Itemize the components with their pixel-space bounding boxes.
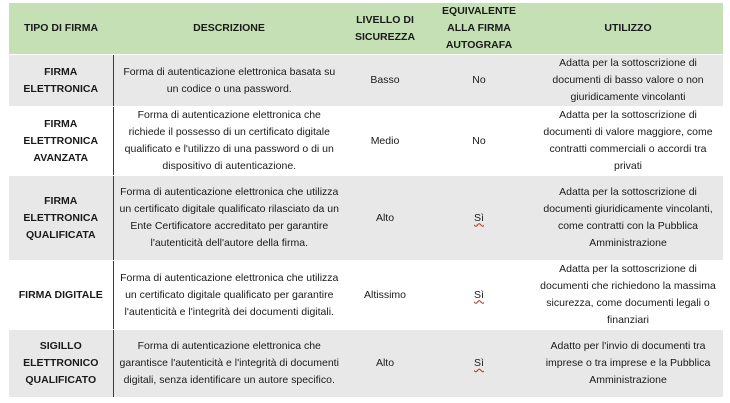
cell-descrizione: Forma di autenticazione elettronica che garantisce l'autenticità e l'integrità di documenti digitali, senza identificare un autore specifico.	[113, 330, 345, 398]
cell-equivalente	[425, 261, 533, 330]
header-descrizione: DESCRIZIONE	[113, 3, 345, 55]
cell-equivalente: No	[425, 55, 533, 107]
cell-livello: Alto	[345, 176, 425, 261]
equivalente-value: Sì	[474, 357, 484, 369]
header-row	[9, 3, 723, 55]
signature-types-table	[9, 2, 723, 398]
cell-tipo: FIRMA ELETTRONICA	[9, 55, 113, 107]
cell-equivalente: No	[425, 107, 533, 176]
cell-tipo: FIRMA ELETTRONICA AVANZATA	[9, 107, 113, 176]
table-row	[9, 176, 723, 261]
cell-tipo: SIGILLO ELETTRONICO QUALIFICATO	[9, 330, 113, 398]
table-row	[9, 107, 723, 176]
cell-tipo: FIRMA ELETTRONICA QUALIFICATA	[9, 176, 113, 261]
signature-types-table-container	[9, 2, 723, 398]
table-row	[9, 261, 723, 330]
cell-equivalente	[425, 176, 533, 261]
cell-descrizione: Forma di autenticazione elettronica che richiede il possesso di un certificato digitale qualificato e l'utilizzo di una password o di un dispositivo di autenticazione.	[113, 107, 345, 176]
cell-livello: Basso	[345, 55, 425, 107]
cell-descrizione: Forma di autenticazione elettronica basata su un codice o una password.	[113, 55, 345, 107]
header-livello: LIVELLO DI SICUREZZA	[345, 3, 425, 55]
cell-utilizzo: Adatto per l'invio di documenti tra imprese o tra imprese e la Pubblica Amministrazione	[533, 330, 723, 398]
cell-livello: Altissimo	[345, 261, 425, 330]
equivalente-value: Sì	[474, 211, 484, 224]
header-utilizzo: UTILIZZO	[533, 3, 723, 55]
equivalente-value: Sì	[474, 288, 484, 301]
cell-utilizzo: Adatta per la sottoscrizione di documenti di basso valore o non giuridicamente vincolanti	[533, 55, 723, 107]
cell-utilizzo: Adatta per la sottoscrizione di documenti che richiedono la massima sicurezza, come documenti legali o finanziari	[533, 261, 723, 330]
cell-tipo: FIRMA DIGITALE	[9, 261, 113, 330]
cell-livello: Alto	[345, 330, 425, 398]
cell-equivalente	[425, 330, 533, 398]
cell-utilizzo: Adatta per la sottoscrizione di documenti giuridicamente vincolanti, come contratti con la Pubblica Amministrazione	[533, 176, 723, 261]
header-tipo: TIPO DI FIRMA	[9, 3, 113, 55]
table-row	[9, 330, 723, 398]
cell-utilizzo: Adatta per la sottoscrizione di documenti di valore maggiore, come contratti commerciali o accordi tra privati	[533, 107, 723, 176]
cell-descrizione: Forma di autenticazione elettronica che utilizza un certificato digitale qualificato per garantire l'autenticità e l'integrità dei documenti digitali.	[113, 261, 345, 330]
cell-livello: Medio	[345, 107, 425, 176]
header-equivalente: EQUIVALENTE ALLA FIRMA AUTOGRAFA	[425, 3, 533, 55]
table-row	[9, 55, 723, 107]
cell-descrizione: Forma di autenticazione elettronica che utilizza un certificato digitale qualificato rilasciato da un Ente Certificatore accreditato per garantire l'autenticità dell'autore della firma.	[113, 176, 345, 261]
